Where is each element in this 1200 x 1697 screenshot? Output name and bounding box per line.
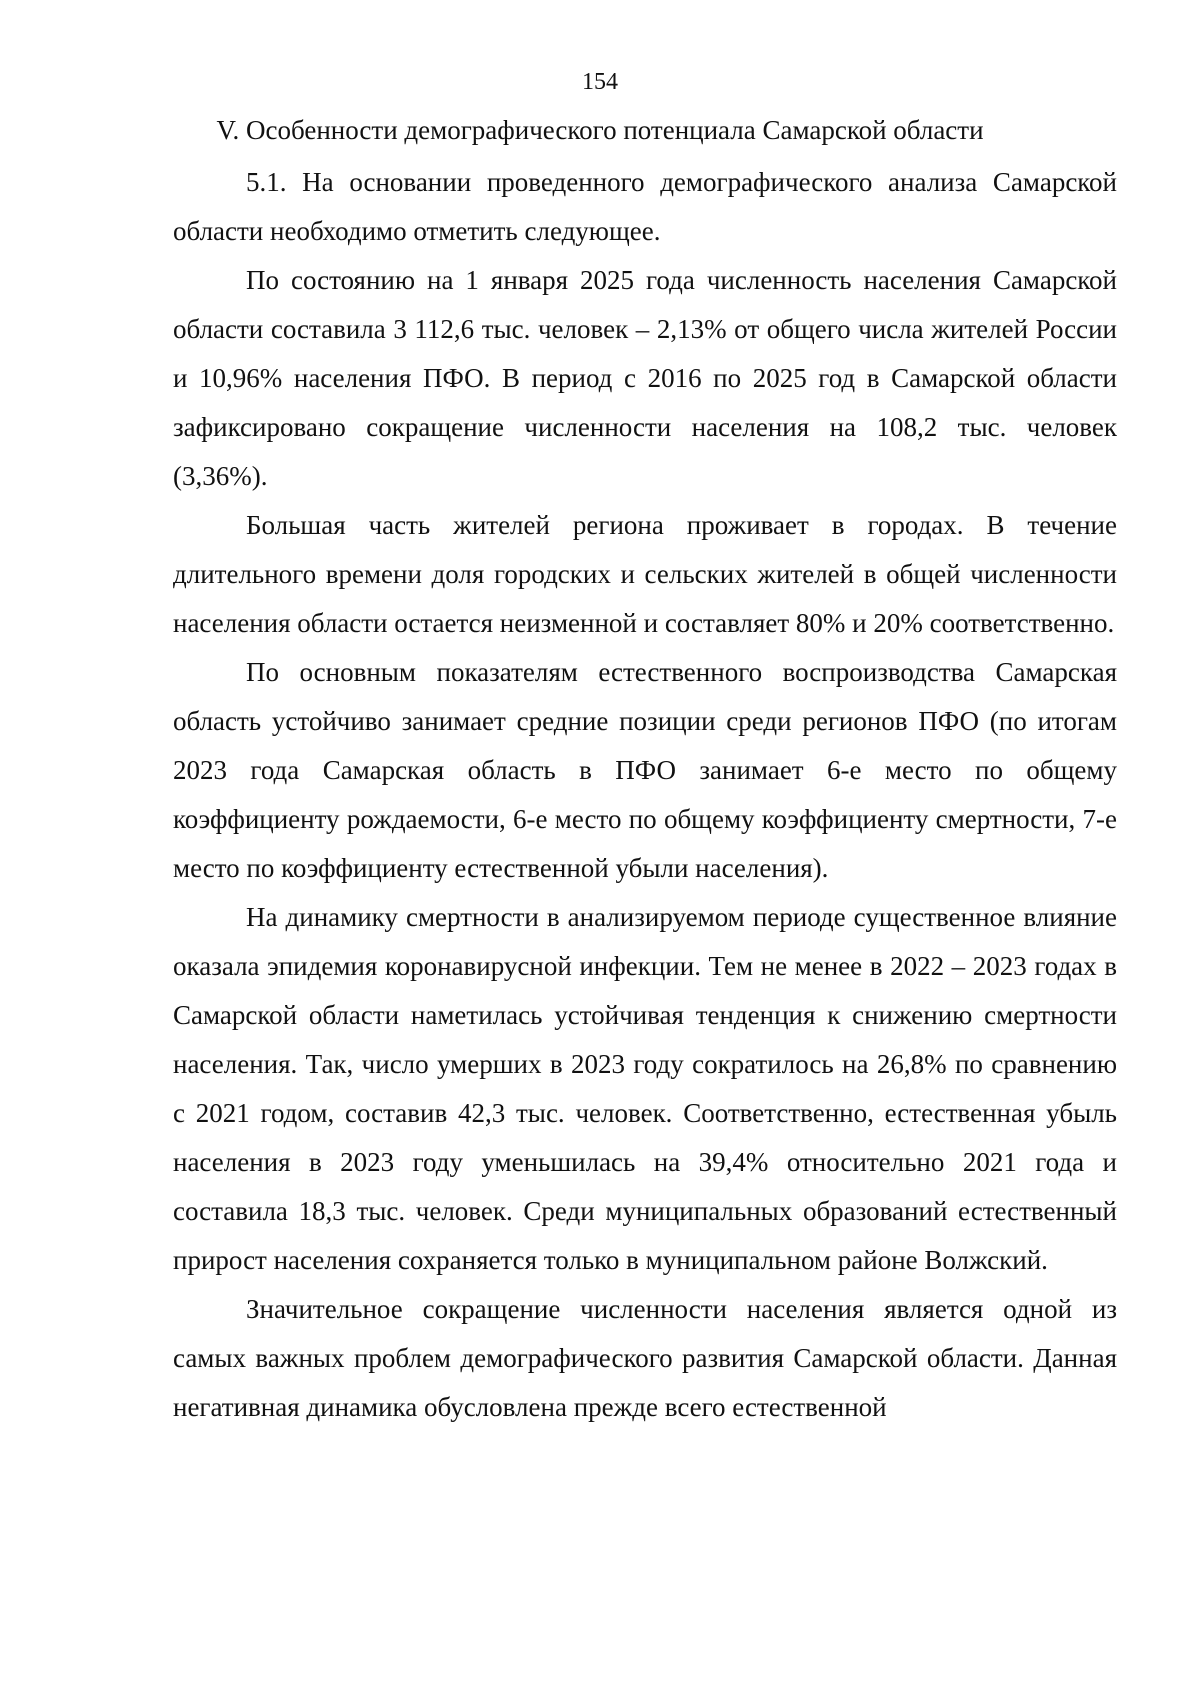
paragraph-intro: 5.1. На основании проведенного демографического анализа Самарской области необходимо отметить следующее. (173, 167, 1117, 246)
paragraph-population: По состоянию на 1 января 2025 года численность населения Самарской области составила 3 112,6 тыс. человек – 2,13% от общего числа жителей России и 10,96% населения ПФО. В период с 2016 по 2025 год в Самарской области зафиксировано сокращение численности населения на 108,2 тыс. человек (3,36%). (173, 265, 1117, 491)
document-body (173, 158, 1117, 1432)
paragraph-decline: Значительное сокращение численности населения является одной из самых важных проблем демографического развития Самарской области. Данная негативная динамика обусловлена прежде всего естественной (173, 1294, 1117, 1422)
paragraph-reproduction: По основным показателям естественного воспроизводства Самарская область устойчиво занимает средние позиции среди регионов ПФО (по итогам 2023 года Самарская область в ПФО занимает 6-е место по общему коэффициенту рождаемости, 6-е место по общему коэффициенту смертности, 7-е место по коэффициенту естественной убыли населения). (173, 657, 1117, 883)
page-number: 154 (582, 69, 618, 95)
section-heading: V. Особенности демографического потенциала Самарской области (216, 115, 984, 145)
paragraph-urban-rural: Большая часть жителей региона проживает в городах. В течение длительного времени доля городских и сельских жителей в общей численности населения области остается неизменной и составляет 80% и 20% соответственно. (173, 510, 1117, 638)
paragraph-mortality: На динамику смертности в анализируемом периоде существенное влияние оказала эпидемия коронавирусной инфекции. Тем не менее в 2022 – 2023 годах в Самарской области наметилась устойчивая тенденция к снижению смертности населения. Так, число умерших в 2023 году сократилось на 26,8% по сравнению с 2021 годом, составив 42,3 тыс. человек. Соответственно, естественная убыль населения в 2023 году уменьшилась на 39,4% относительно 2021 года и составила 18,3 тыс. человек. Среди муниципальных образований естественный прирост населения сохраняется только в муниципальном районе Волжский. (173, 902, 1117, 1275)
